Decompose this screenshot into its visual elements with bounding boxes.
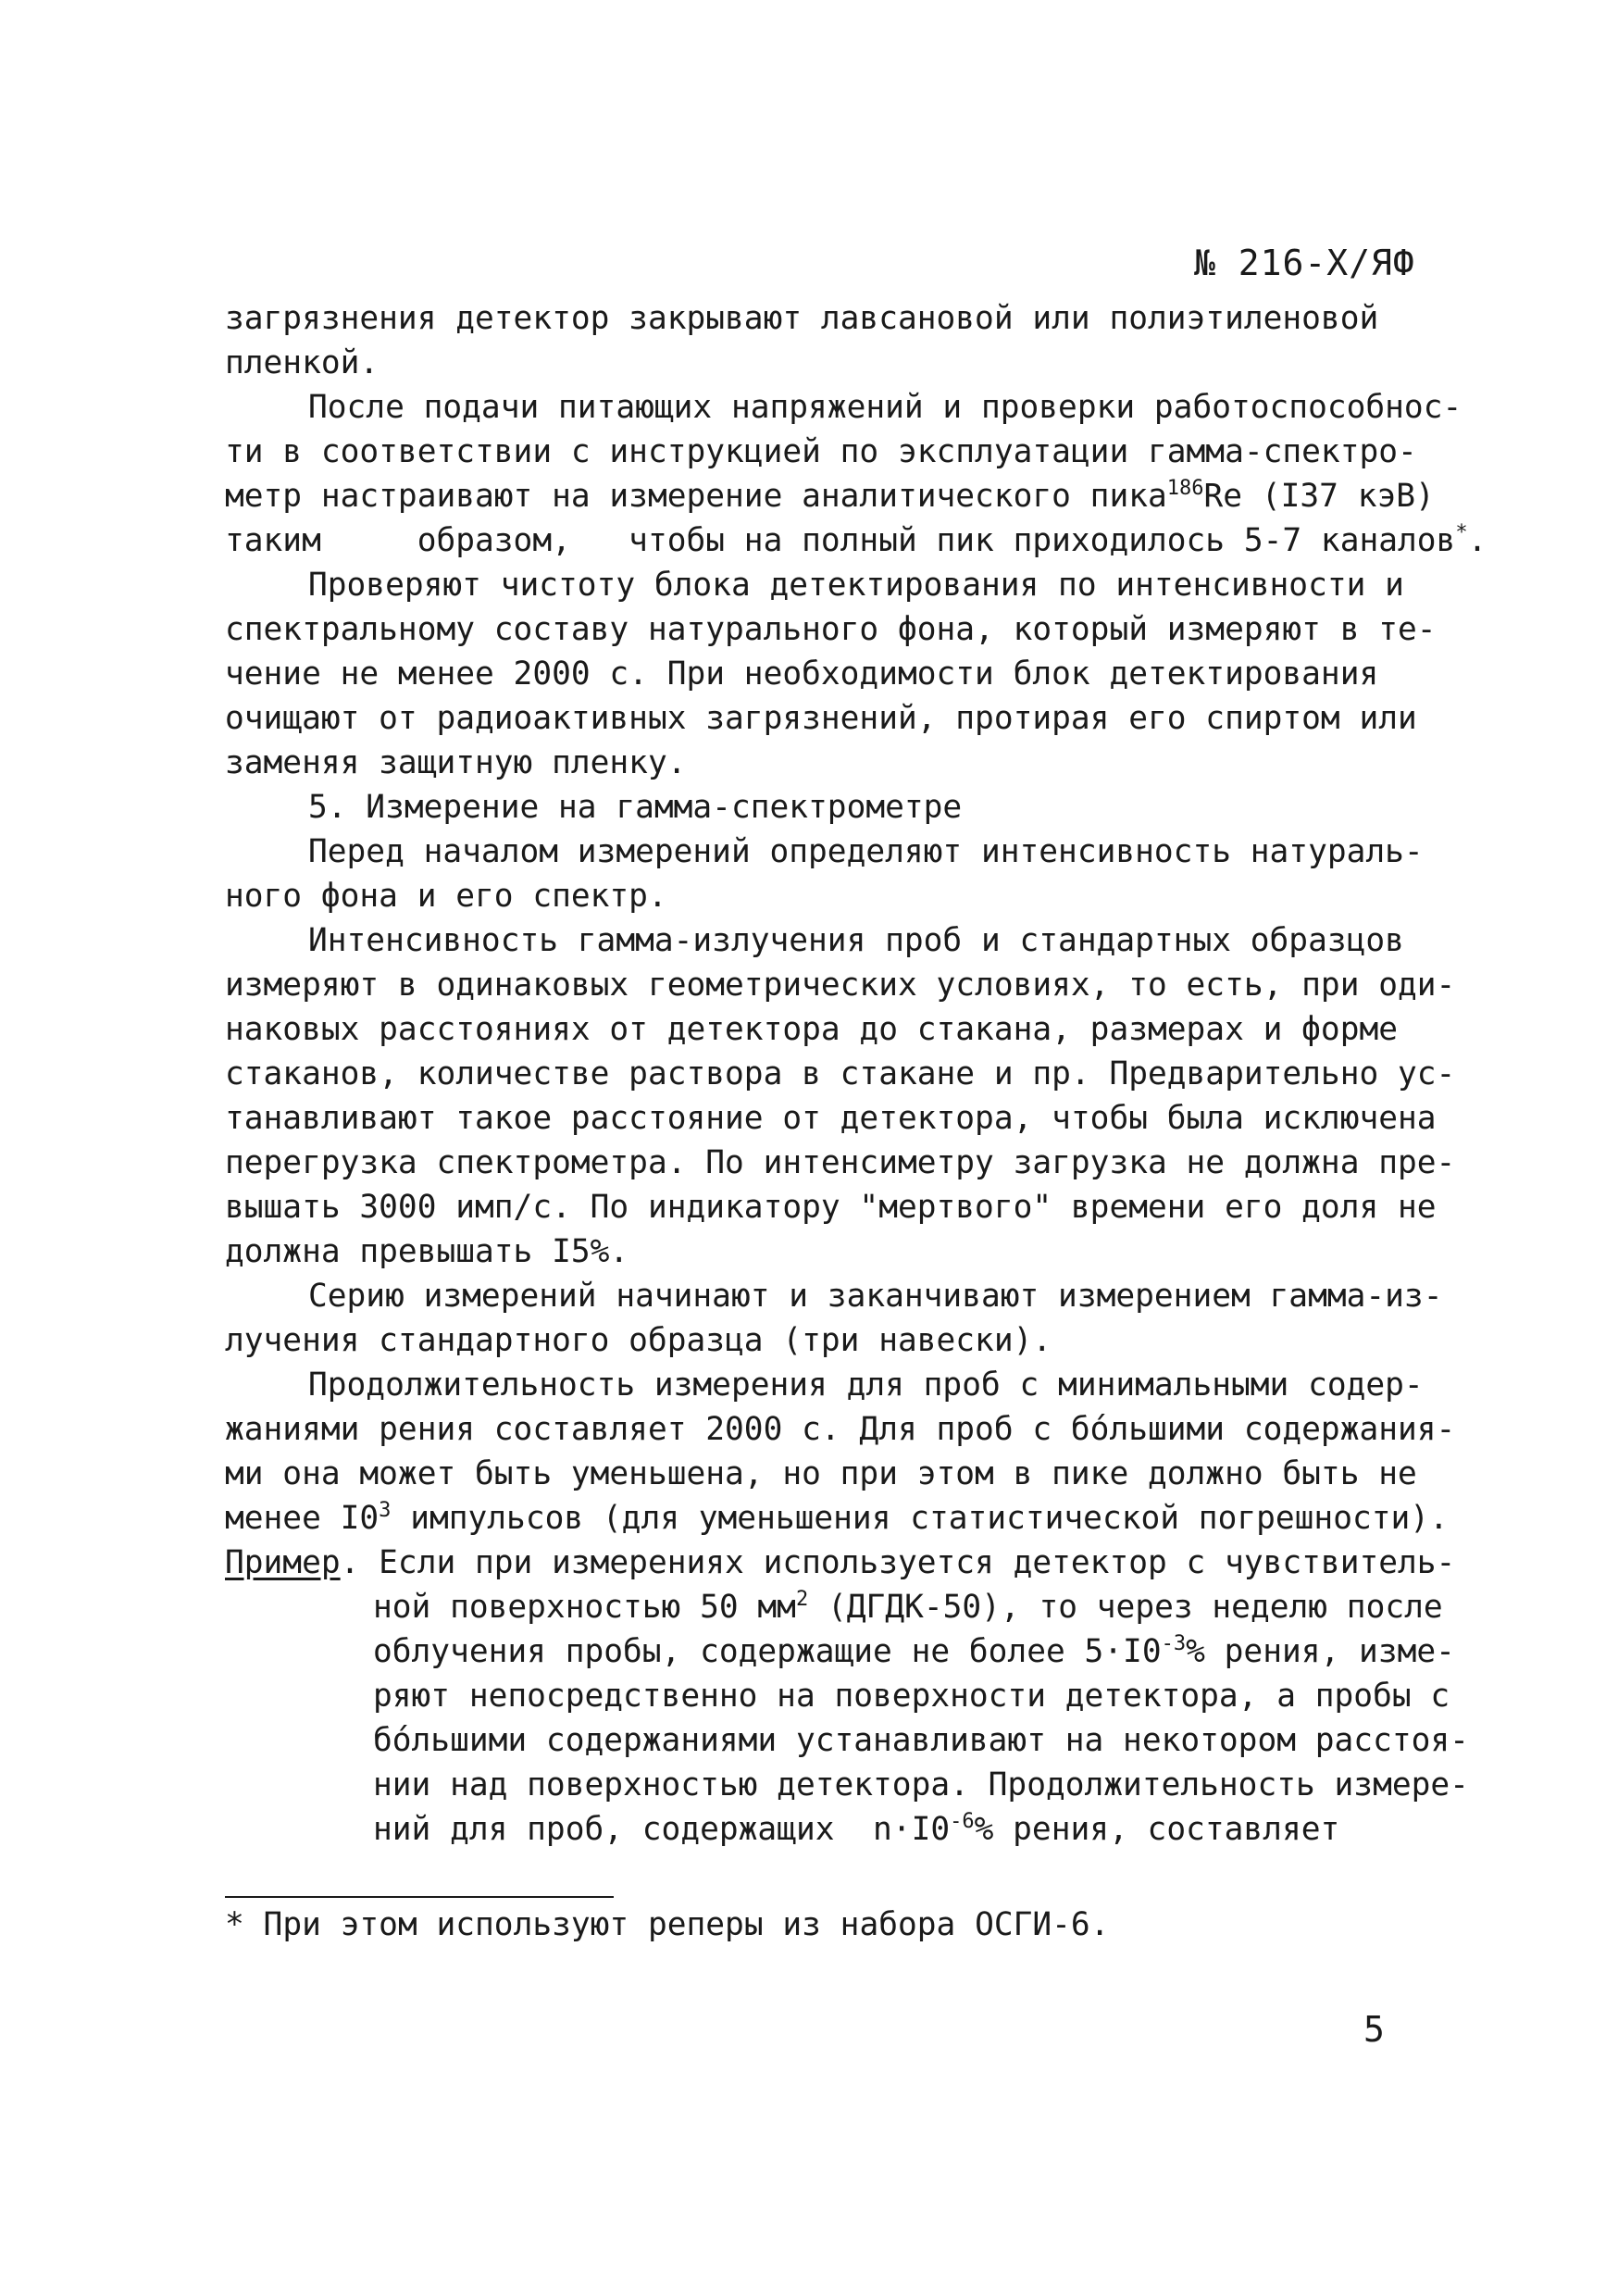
text-line: [225, 1096, 1437, 1141]
page-number: 5: [1363, 2009, 1385, 2050]
text-line: [225, 1007, 1419, 1052]
text-line: [225, 785, 1419, 830]
line-text-tail: % рения, изме-: [1186, 1633, 1455, 1670]
line-text: чение не менее 2000 с. При необходимости блок детектирования: [225, 655, 1379, 693]
superscript: *: [1455, 521, 1468, 544]
text-line: [225, 918, 1419, 963]
superscript: 2: [795, 1588, 809, 1611]
text-line: [225, 1496, 1449, 1541]
footnote-text: При этом используют реперы из набора ОСГИ-6.: [243, 1906, 1110, 1943]
line-text: наковых расстояниях от детектора до стакана, размерах и форме: [225, 1011, 1399, 1048]
text-line: [225, 430, 1419, 474]
text-line: [225, 874, 1419, 918]
text-line: [225, 1318, 1419, 1363]
text-line: [225, 385, 1462, 430]
line-text: стаканов, количестве раствора в стакане и пр. Предварительно ус-: [225, 1055, 1456, 1092]
text-line: [225, 741, 1419, 785]
text-line: [225, 1763, 1469, 1807]
line-text: ми она может быть уменьшена, но при этом в пике должно быть не: [225, 1455, 1417, 1492]
line-text: загрязнения детектор закрывают лавсановой или полиэтиленовой: [225, 300, 1379, 337]
line-text: Перед началом измерений определяют интенсивность натураль-: [308, 833, 1424, 870]
line-text: Серию измерений начинают и заканчивают измерением гамма-из-: [308, 1278, 1443, 1315]
line-text: перегрузка спектрометра. По интенсиметру загрузка не должна пре-: [225, 1144, 1456, 1181]
superscript: -3: [1161, 1632, 1187, 1655]
line-text: ряют непосредственно на поверхности детектора, а пробы с: [373, 1678, 1450, 1715]
line-text: облучения пробы, содержащие не более 5·I0: [373, 1633, 1162, 1670]
text-line: [225, 1407, 1456, 1452]
text-line: [225, 963, 1456, 1007]
text-line: [225, 652, 1419, 696]
line-text: Проверяют чистоту блока детектирования по интенсивности и: [308, 567, 1404, 604]
text-line: [225, 1363, 1424, 1407]
line-text: лучения стандартного образца (три навески).: [225, 1322, 1052, 1359]
example-label: Пример: [225, 1544, 341, 1581]
text-line: [225, 1229, 1419, 1274]
text-line: [225, 1052, 1456, 1096]
text-line: [225, 1541, 1456, 1585]
text-line: [225, 1185, 1437, 1229]
line-text: таким образом, чтобы на полный пик приходилось 5-7 каналов: [225, 522, 1456, 559]
line-text: ной поверхностью 50 мм: [373, 1589, 796, 1626]
footnote-mark: *: [225, 1906, 244, 1943]
text-line: [225, 341, 1419, 385]
body-text: [225, 296, 1487, 1852]
line-text: ний для проб, содержащих n·I0: [373, 1811, 951, 1848]
text-line: [225, 830, 1424, 874]
line-text: бо́льшими содержаниями устанавливают на некотором расстоя-: [373, 1722, 1469, 1759]
superscript: 186: [1166, 477, 1204, 500]
line-text: Интенсивность гамма-излучения проб и стандартных образцов: [308, 922, 1404, 959]
line-text: метр настраивают на измерение аналитического пика: [225, 478, 1167, 515]
line-text: заменяя защитную пленку.: [225, 744, 687, 781]
line-text: измеряют в одинаковых геометрических условиях, то есть, при оди-: [225, 967, 1456, 1004]
superscript: 3: [379, 1499, 392, 1522]
line-text: 5. Измерение на гамма-спектрометре: [308, 789, 963, 826]
line-text: жаниями рения составляет 2000 с. Для проб с бо́льшими содержания-: [225, 1411, 1456, 1448]
text-line: [225, 1585, 1443, 1629]
footnote-divider: [225, 1896, 614, 1898]
superscript: -6: [950, 1810, 975, 1833]
text-line: [225, 1674, 1450, 1718]
line-text: ти в соответствии с инструкцией по эксплуатации гамма-спектро-: [225, 433, 1417, 470]
line-text: нии над поверхностью детектора. Продолжительность измере-: [373, 1766, 1469, 1803]
line-text: вышать 3000 имп/с. По индикатору "мертвого" времени его доля не: [225, 1189, 1437, 1226]
line-text-tail: .: [1467, 522, 1487, 559]
footnote: [225, 1903, 1109, 1947]
text-line: [225, 1718, 1469, 1763]
line-text: очищают от радиоактивных загрязнений, протирая его спиртом или: [225, 700, 1417, 737]
text-line: [225, 474, 1435, 518]
line-text: . Если при измерениях используется детектор с чувствитель-: [340, 1544, 1456, 1581]
text-line: [225, 1807, 1419, 1852]
line-text: Продолжительность измерения для проб с минимальными содер-: [308, 1366, 1424, 1404]
line-text: должна превышать I5%.: [225, 1233, 629, 1270]
line-text-tail: импульсов (для уменьшения статистической погрешности).: [391, 1500, 1449, 1537]
text-line: [225, 296, 1419, 341]
line-text: пленкой.: [225, 344, 380, 381]
line-text: танавливают такое расстояние от детектора, чтобы была исключена: [225, 1100, 1437, 1137]
line-text-tail: % рения, составляет: [974, 1811, 1340, 1848]
line-text: ного фона и его спектр.: [225, 878, 667, 915]
text-line: [225, 1452, 1419, 1496]
line-text: спектральному составу натурального фона, который измеряют в те-: [225, 611, 1437, 648]
text-line: [225, 607, 1437, 652]
text-line: [225, 518, 1487, 563]
text-line: [225, 1629, 1455, 1674]
text-line: [225, 696, 1419, 741]
line-text-tail: Re (I37 кэВ): [1203, 478, 1435, 515]
document-number: № 216-Х/ЯФ: [1194, 243, 1415, 283]
text-line: [225, 563, 1419, 607]
text-line: [225, 1141, 1456, 1185]
text-line: [225, 1274, 1443, 1318]
line-text: менее I0: [225, 1500, 380, 1537]
line-text-tail: (ДГДК-50), то через неделю после: [808, 1589, 1443, 1626]
line-text: После подачи питающих напряжений и проверки работоспособнос-: [308, 389, 1462, 426]
